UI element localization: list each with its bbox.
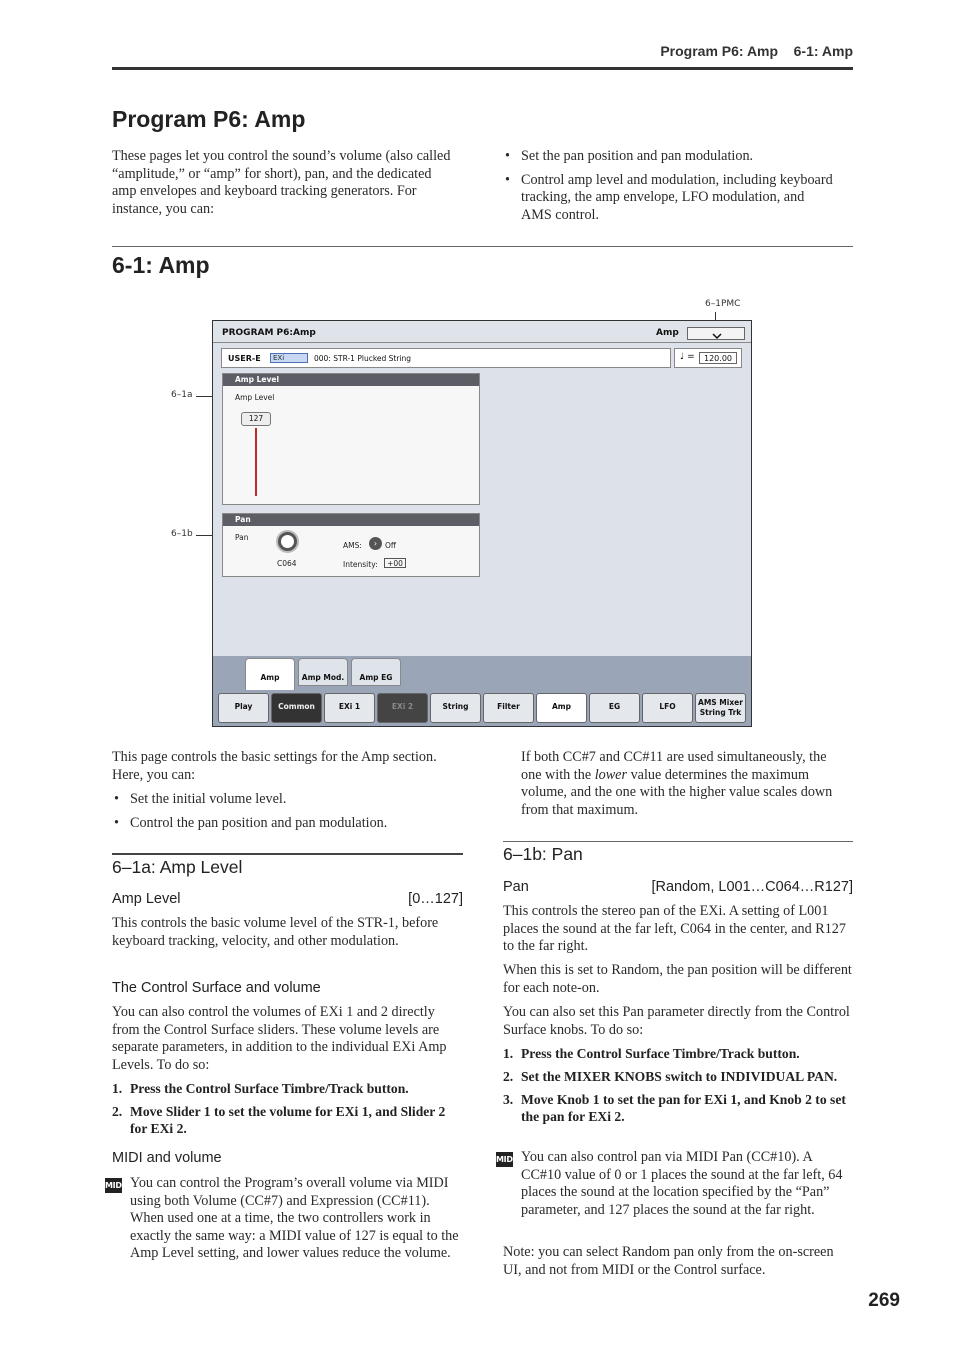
page-number: 269	[868, 1290, 900, 1311]
tempo-value: 120.00	[699, 352, 737, 364]
page-title: 6-1: Amp	[112, 252, 210, 278]
pan-heading: 6–1b: Pan	[503, 844, 583, 864]
intensity-label: Intensity:	[343, 560, 378, 569]
tab-exi-1[interactable]: EXi 1	[324, 693, 375, 723]
pan-knob[interactable]	[276, 530, 299, 553]
midi-icon: MIDI	[496, 1152, 513, 1167]
divider	[112, 246, 853, 247]
page-menu-button[interactable]	[687, 327, 745, 340]
amp-level-slider-handle[interactable]: 127	[241, 412, 271, 426]
tab-filter[interactable]: Filter	[483, 693, 534, 723]
step: 1. Press the Control Surface Timbre/Track button.	[503, 1046, 800, 1061]
pan-header: Pan	[223, 514, 479, 526]
amp-level-label: Amp Level	[235, 393, 275, 402]
program-screen	[212, 320, 752, 727]
program-select-field[interactable]	[221, 348, 671, 368]
step: 3. Move Knob 1 to set the pan for EXi 1, and Knob 2 to set the pan for EXi 2.	[503, 1092, 846, 1124]
pan-cs-steps	[503, 1045, 853, 1131]
cs-volume-steps	[112, 1080, 462, 1143]
intro-text: These pages let you control the sound’s volume (also called “amplitude,” or “amp” for short), pan, and the dedicated amp envelopes and keyboard tracking generators. For instance, you can:	[112, 148, 451, 217]
pan-panel	[222, 513, 480, 577]
tempo-label: ♩ =	[680, 352, 695, 362]
midi-volume-text: You can control the Program’s overall volume via MIDI using both Volume (CC#7) and Expression (CC#11). When used one at a time, the two controllers work in exactly the same way: a MIDI value of 127 is equal to the Amp Level setting, and lower values reduce the volume.	[130, 1175, 459, 1262]
pan-param	[503, 879, 853, 895]
cc-text: If both CC#7 and CC#11 are used simultaneously, the one with the lower value determines the maximum volume, and the one with the higher value scales down from that maximum.	[521, 749, 833, 818]
midi-volume-heading: MIDI and volume	[112, 1150, 222, 1166]
ams-select-button[interactable]: ›	[369, 537, 382, 550]
left-intro: This page controls the basic settings for the Amp section. Here, you can:	[112, 749, 437, 783]
subtab-amp[interactable]: Amp	[245, 658, 295, 690]
amp-level-param	[112, 891, 463, 907]
tempo-field[interactable]	[674, 348, 742, 368]
pan-knob-face	[281, 535, 294, 548]
screen-title-bar	[213, 321, 751, 343]
param-range: [0…127]	[408, 891, 463, 907]
param-range: [Random, L001…C064…R127]	[651, 879, 853, 895]
tab-common[interactable]: Common	[271, 693, 322, 723]
tab-lfo[interactable]: LFO	[642, 693, 693, 723]
step: 2. Move Slider 1 to set the volume for EXi 1, and Slider 2 for EXi 2.	[112, 1104, 446, 1136]
amp-level-panel	[222, 373, 480, 505]
param-name: Pan	[503, 879, 529, 895]
tab-ams-mixer[interactable]: AMS Mixer String Trk	[695, 693, 746, 723]
tab-amp[interactable]: Amp	[536, 693, 587, 723]
subtab-amp-mod[interactable]: Amp Mod.	[298, 658, 348, 686]
callout-label-a: 6–1a	[171, 390, 193, 400]
step: 2. Set the MIXER KNOBS switch to INDIVIDUAL PAN.	[503, 1069, 838, 1084]
cs-volume-text: You can also control the volumes of EXi 1 and 2 directly from the Control Surface sliders. These volume levels are separate parameters, in addition to the individual EXi Amp Levels. To do so:	[112, 1004, 447, 1073]
tab-eg[interactable]: EG	[589, 693, 640, 723]
section-title: Program P6: Amp	[112, 106, 306, 132]
exi-indicator: EXi	[270, 353, 308, 363]
amp-level-rule	[112, 853, 463, 855]
amp-level-header: Amp Level	[223, 374, 479, 386]
subtab-amp-eg[interactable]: Amp EG	[351, 658, 401, 686]
intro-bullet: • Control amp level and modulation, including keyboard tracking, the amp envelope, LFO modulation, and AMS control.	[503, 172, 833, 225]
cs-volume-heading: The Control Surface and volume	[112, 980, 321, 996]
pan-cs-text: You can also set this Pan parameter directly from the Control Surface knobs. To do so:	[503, 1004, 850, 1038]
tab-exi-2[interactable]: EXi 2	[377, 693, 428, 723]
amp-level-slider-track[interactable]	[255, 428, 257, 496]
callout-label-b: 6–1b	[171, 529, 193, 539]
left-bullet: • Set the initial volume level.	[112, 791, 457, 809]
bank-label: USER-E	[228, 354, 261, 363]
pan-rule	[503, 841, 853, 842]
callout-label-pmc: 6–1PMC	[705, 299, 741, 309]
pan-label: Pan	[235, 533, 249, 542]
running-head: Program P6: Amp 6-1: Amp	[660, 43, 853, 59]
header-rule	[112, 67, 853, 70]
program-name: 000: STR-1 Plucked String	[314, 354, 412, 363]
left-bullet: • Control the pan position and pan modulation.	[112, 815, 457, 833]
pan-value: C064	[277, 559, 297, 568]
pan-desc: This controls the stereo pan of the EXi. A setting of L001 places the sound at the far left, C064 in the center, and R127 to the far right.	[503, 903, 846, 955]
intro-bullets	[503, 148, 833, 230]
screen-page-label: Amp	[656, 328, 679, 338]
midi-icon: MIDI	[105, 1178, 122, 1193]
intensity-field[interactable]: +00	[384, 558, 406, 568]
ams-value: Off	[385, 541, 397, 550]
midi-pan-text: You can also control pan via MIDI Pan (CC#10). A CC#10 value of 0 or 1 places the sound at the far left, 64 places the sound at the location specified by the “Pan” parameter, and 127 places the sound at the far right.	[521, 1149, 843, 1218]
amp-level-heading: 6–1a: Amp Level	[112, 857, 243, 877]
tab-play[interactable]: Play	[218, 693, 269, 723]
param-name: Amp Level	[112, 891, 181, 907]
step: 1. Press the Control Surface Timbre/Track button.	[112, 1081, 409, 1096]
screen-title: PROGRAM P6:Amp	[222, 328, 316, 338]
ams-label: AMS:	[343, 541, 362, 550]
pan-note: Note: you can select Random pan only from the on-screen UI, and not from MIDI or the Control surface.	[503, 1244, 834, 1278]
intro-bullet: • Set the pan position and pan modulation.	[503, 148, 833, 166]
random-desc: When this is set to Random, the pan position will be different for each note-on.	[503, 962, 852, 996]
amp-level-desc: This controls the basic volume level of the STR-1, before keyboard tracking, velocity, and other modulation.	[112, 915, 439, 949]
tab-string[interactable]: String	[430, 693, 481, 723]
chevron-down-icon	[688, 330, 746, 343]
left-bullets	[112, 791, 457, 838]
